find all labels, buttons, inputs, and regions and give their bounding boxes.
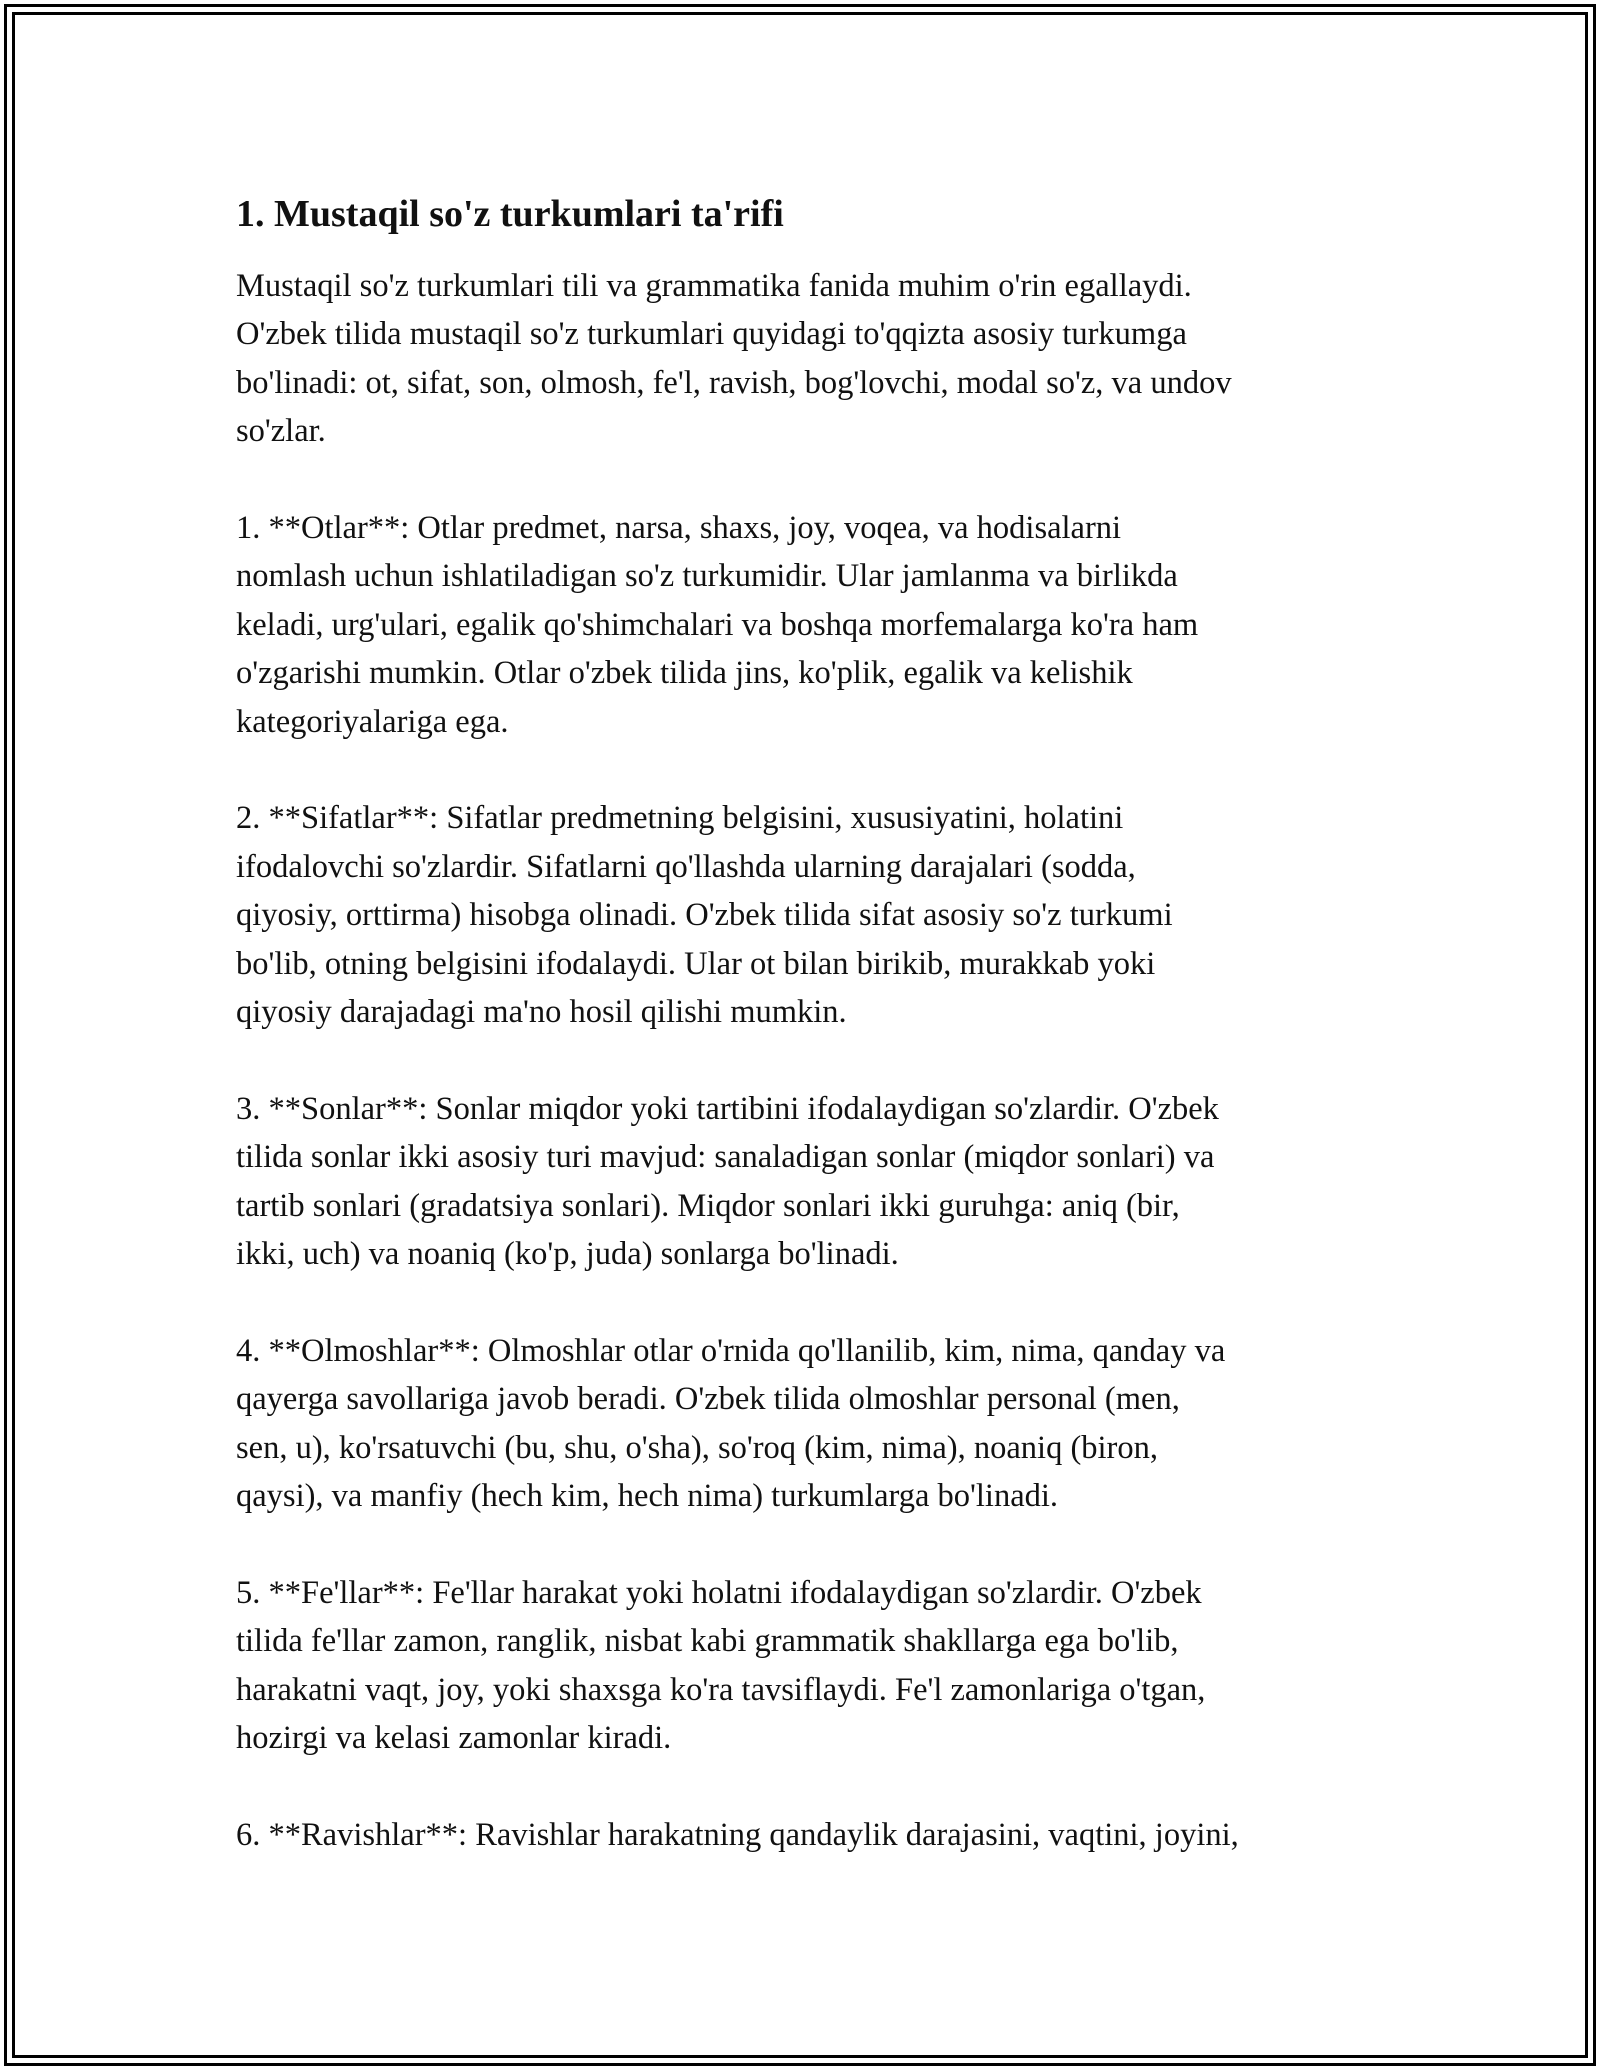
paragraph-ravishlar [236, 1811, 1386, 1859]
text-line: Mustaqil so'z turkumlari tili va grammatika fanida muhim o'rin egallaydi. [236, 268, 1192, 304]
text-line: nomlash uchun ishlatiladigan so'z turkumidir. Ular jamlanma va birlikda [236, 558, 1178, 595]
text-line: qiyosiy darajadagi ma'no hosil qilishi mumkin. [236, 994, 847, 1031]
text-line: qiyosiy, orttirma) hisobga olinadi. O'zbek tilida sifat asosiy so'z turkumi [236, 897, 1173, 934]
paragraph-sifatlar [236, 794, 1386, 1036]
text-line: ifodalovchi so'zlardir. Sifatlarni qo'llashda ularning darajalari (sodda, [236, 848, 1136, 885]
document-body [236, 188, 1386, 1908]
text-line: 1. **Otlar**: Otlar predmet, narsa, shaxs, joy, voqea, va hodisalarni [236, 510, 1122, 547]
text-line: tartib sonlari (gradatsiya sonlari). Miqdor sonlari ikki guruhga: aniq (bir, [236, 1187, 1180, 1224]
text-line: 3. **Sonlar**: Sonlar miqdor yoki tartibini ifodalaydigan so'zlardir. O'zbek [236, 1090, 1219, 1127]
paragraph-sonlar [236, 1085, 1386, 1279]
text-line: O'zbek tilida mustaqil so'z turkumlari quyidagi to'qqizta asosiy turkumga [236, 316, 1187, 353]
text-line: qayerga savollariga javob beradi. O'zbek tilida olmoshlar personal (men, [236, 1381, 1180, 1418]
text-line: hozirgi va kelasi zamonlar kiradi. [236, 1720, 672, 1757]
text-line: kategoriyalariga ega. [236, 703, 509, 740]
text-line: harakatni vaqt, joy, yoki shaxsga ko'ra tavsiflaydi. Fe'l zamonlariga o'tgan, [236, 1671, 1206, 1708]
text-line: 2. **Sifatlar**: Sifatlar predmetning belgisini, xususiyatini, holatini [236, 800, 1124, 837]
text-line: 5. **Fe'llar**: Fe'llar harakat yoki holatni ifodalaydigan so'zlardir. O'zbek [236, 1574, 1202, 1611]
text-line: ikki, uch) va noaniq (ko'p, juda) sonlarga bo'linadi. [236, 1236, 899, 1273]
paragraph-fellar [236, 1569, 1386, 1763]
text-line: tilida sonlar ikki asosiy turi mavjud: sanaladigan sonlar (miqdor sonlari) va [236, 1139, 1215, 1176]
text-line: o'zgarishi mumkin. Otlar o'zbek tilida jins, ko'plik, egalik va kelishik [236, 655, 1133, 692]
text-line: 6. **Ravishlar**: Ravishlar harakatning qandaylik darajasini, vaqtini, joyini, [236, 1816, 1239, 1853]
text-line: bo'linadi: ot, sifat, son, olmosh, fe'l, ravish, bog'lovchi, modal so'z, va undov [236, 364, 1232, 401]
text-line: qaysi), va manfiy (hech kim, hech nima) turkumlarga bo'linadi. [236, 1478, 1059, 1515]
paragraph-intro [236, 262, 1386, 456]
text-line: tilida fe'llar zamon, ranglik, nisbat kabi grammatik shakllarga ega bo'lib, [236, 1623, 1179, 1660]
text-line: keladi, urg'ulari, egalik qo'shimchalari va boshqa morfemalarga ko'ra ham [236, 606, 1199, 643]
text-line: bo'lib, otning belgisini ifodalaydi. Ular ot bilan birikib, murakkab yoki [236, 945, 1156, 982]
paragraph-otlar [236, 504, 1386, 746]
section-heading: 1. Mustaqil so'z turkumlari ta'rifi [236, 193, 784, 235]
paragraph-olmoshlar [236, 1327, 1386, 1521]
text-line: sen, u), ko'rsatuvchi (bu, shu, o'sha), so'roq (kim, nima), noaniq (biron, [236, 1429, 1158, 1466]
text-line: 4. **Olmoshlar**: Olmoshlar otlar o'rnida qo'llanilib, kim, nima, qanday va [236, 1332, 1226, 1369]
text-line: so'zlar. [236, 413, 326, 450]
